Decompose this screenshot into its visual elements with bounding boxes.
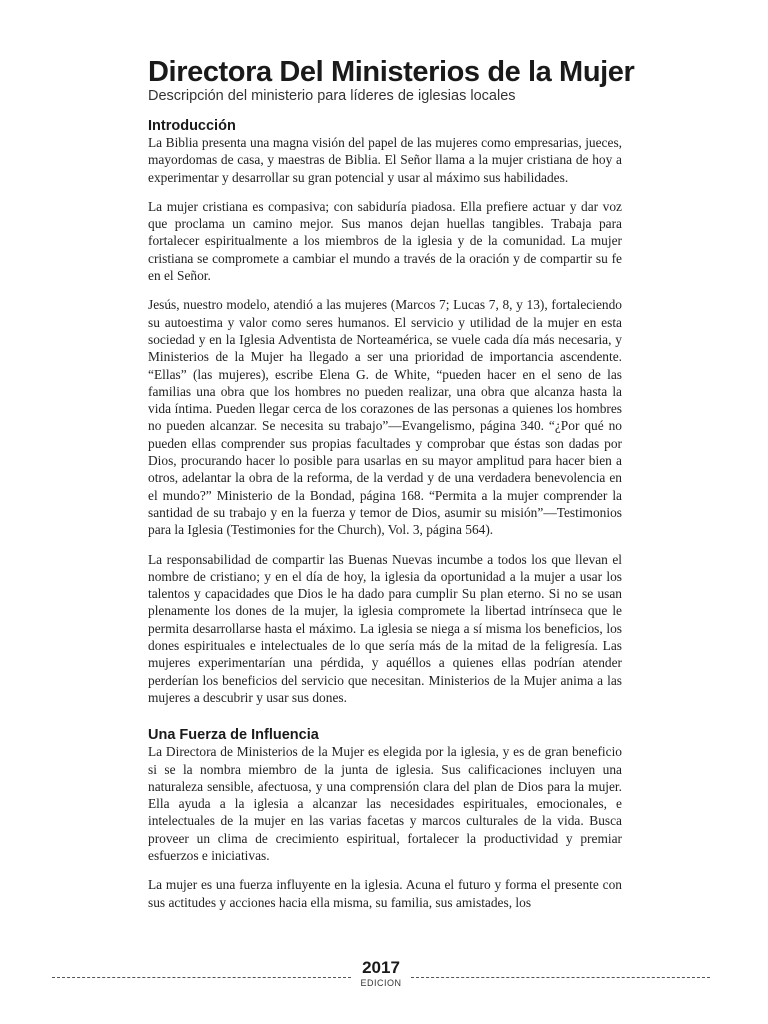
paragraph: La Directora de Ministerios de la Mujer es elegida por la iglesia, y es de gran beneficio si se la nombra miembro de la junta de iglesia. Sus calificaciones incluyen una naturaleza sensible, afectuosa, y una comprensión clara del plan de Dios para la mujer. Ella ayuda a la iglesia a alcanzar las necesidades espirituales, emocionales, e intelectuales de la mujer en las varias facetas y marcos culturales de la vida. Busca proveer un clima de crecimiento espiritual, fortalecer la productividad y premiar esfuerzos e iniciativas. <box>148 744 622 863</box>
edition-year: 2017 <box>362 958 400 977</box>
document-subtitle: Descripción del ministerio para líderes de iglesias locales <box>148 88 516 104</box>
paragraph: Jesús, nuestro modelo, atendió a las mujeres (Marcos 7; Lucas 7, 8, y 13), fortaleciendo su autoestima y valor como seres humanos. El servicio y utilidad de la mujer en esta sociedad y en la Iglesia Adventista de Norteamérica, se vuele cada día más necesaria, y Ministerios de la Mujer ha llegado a ser una prioridad de importancia ascendente. “Ellas” (las mujeres), escribe Elena G. de White, “pueden hacer en el seno de las familias una obra que los hombres no pueden realizar, una obra que alcanza hasta la vida íntima. Pueden llegar cerca de los corazones de las personas a quienes los hombres no pueden alcanzar. Se necesita su trabajo”—Evangelismo, página 340. “¿Por qué no pueden ellas comprender sus propias facultades y comprobar que éstas son dadas por Dios, procurando hacer lo posible para usarlas en su mayor amplitud para hacer bien a otros, adelantar la obra de la reforma, de la verdad y de una verdadera benevolencia en el mundo?” Ministerio de la Bondad, página 168. “Permita a la mujer comprender la santidad de su trabajo y en la fuerza y temor de Dios, asumir su misión”—Testimonios para la Iglesia (Testimonies for the Church), Vol. 3, página 564). <box>148 297 622 538</box>
edition-badge <box>351 958 411 989</box>
footer-divider-left <box>52 977 351 978</box>
document-title: Directora Del Ministerios de la Mujer <box>148 56 635 88</box>
paragraph: La mujer es una fuerza influyente en la iglesia. Acuna el futuro y forma el presente con sus actitudes y acciones hacia ella misma, su familia, sus amistades, los <box>148 877 622 910</box>
paragraph: La mujer cristiana es compasiva; con sabiduría piadosa. Ella prefiere actuar y dar voz que proclama un camino mejor. Sus manos dejan huellas tangibles. Trabaja para fortalecer espiritualmente a los miembros de la iglesia y de la comunidad. La mujer cristiana se compromete a cambiar el mundo a través de la oración y de compartir su fe en el Señor. <box>148 198 622 284</box>
edition-label: EDICION <box>360 978 402 988</box>
document-page <box>148 56 635 923</box>
section-heading-influencia: Una Fuerza de Influencia <box>148 727 319 744</box>
section-heading-introduccion: Introducción <box>148 118 236 134</box>
paragraph: La responsabilidad de compartir las Buenas Nuevas incumbe a todos los que llevan el nombre de cristiano; y en el día de hoy, la iglesia da oportunidad a la mujer a usar los talentos y capacidades que Dios le ha dado para cumplir Su plan eterno. Si no se usan plenamente los dones de la mujer, la iglesia compromete la libertad intrínseca que le permita desarrollarse hasta el máximo. La iglesia se niega a sí misma los beneficios, los dones espirituales e intelectuales de lo que sería más de la mitad de la feligresía. Las mujeres experimentarían una pérdida, y aquéllos a quienes ellas podrían atender perderían los beneficios del servicio que necesitan. Ministerios de la Mujer anima a las mujeres a descubrir y usar sus dones. <box>148 551 622 705</box>
paragraph: La Biblia presenta una magna visión del papel de las mujeres como empresarias, jueces, mayordomas de casa, y maestras de Biblia. El Señor llama a la mujer cristiana de hoy a experimentar y desarrollar su gran potencial y usar al máximo sus habilidades. <box>148 135 622 185</box>
footer-divider-right <box>411 977 710 978</box>
page-footer <box>52 958 710 989</box>
